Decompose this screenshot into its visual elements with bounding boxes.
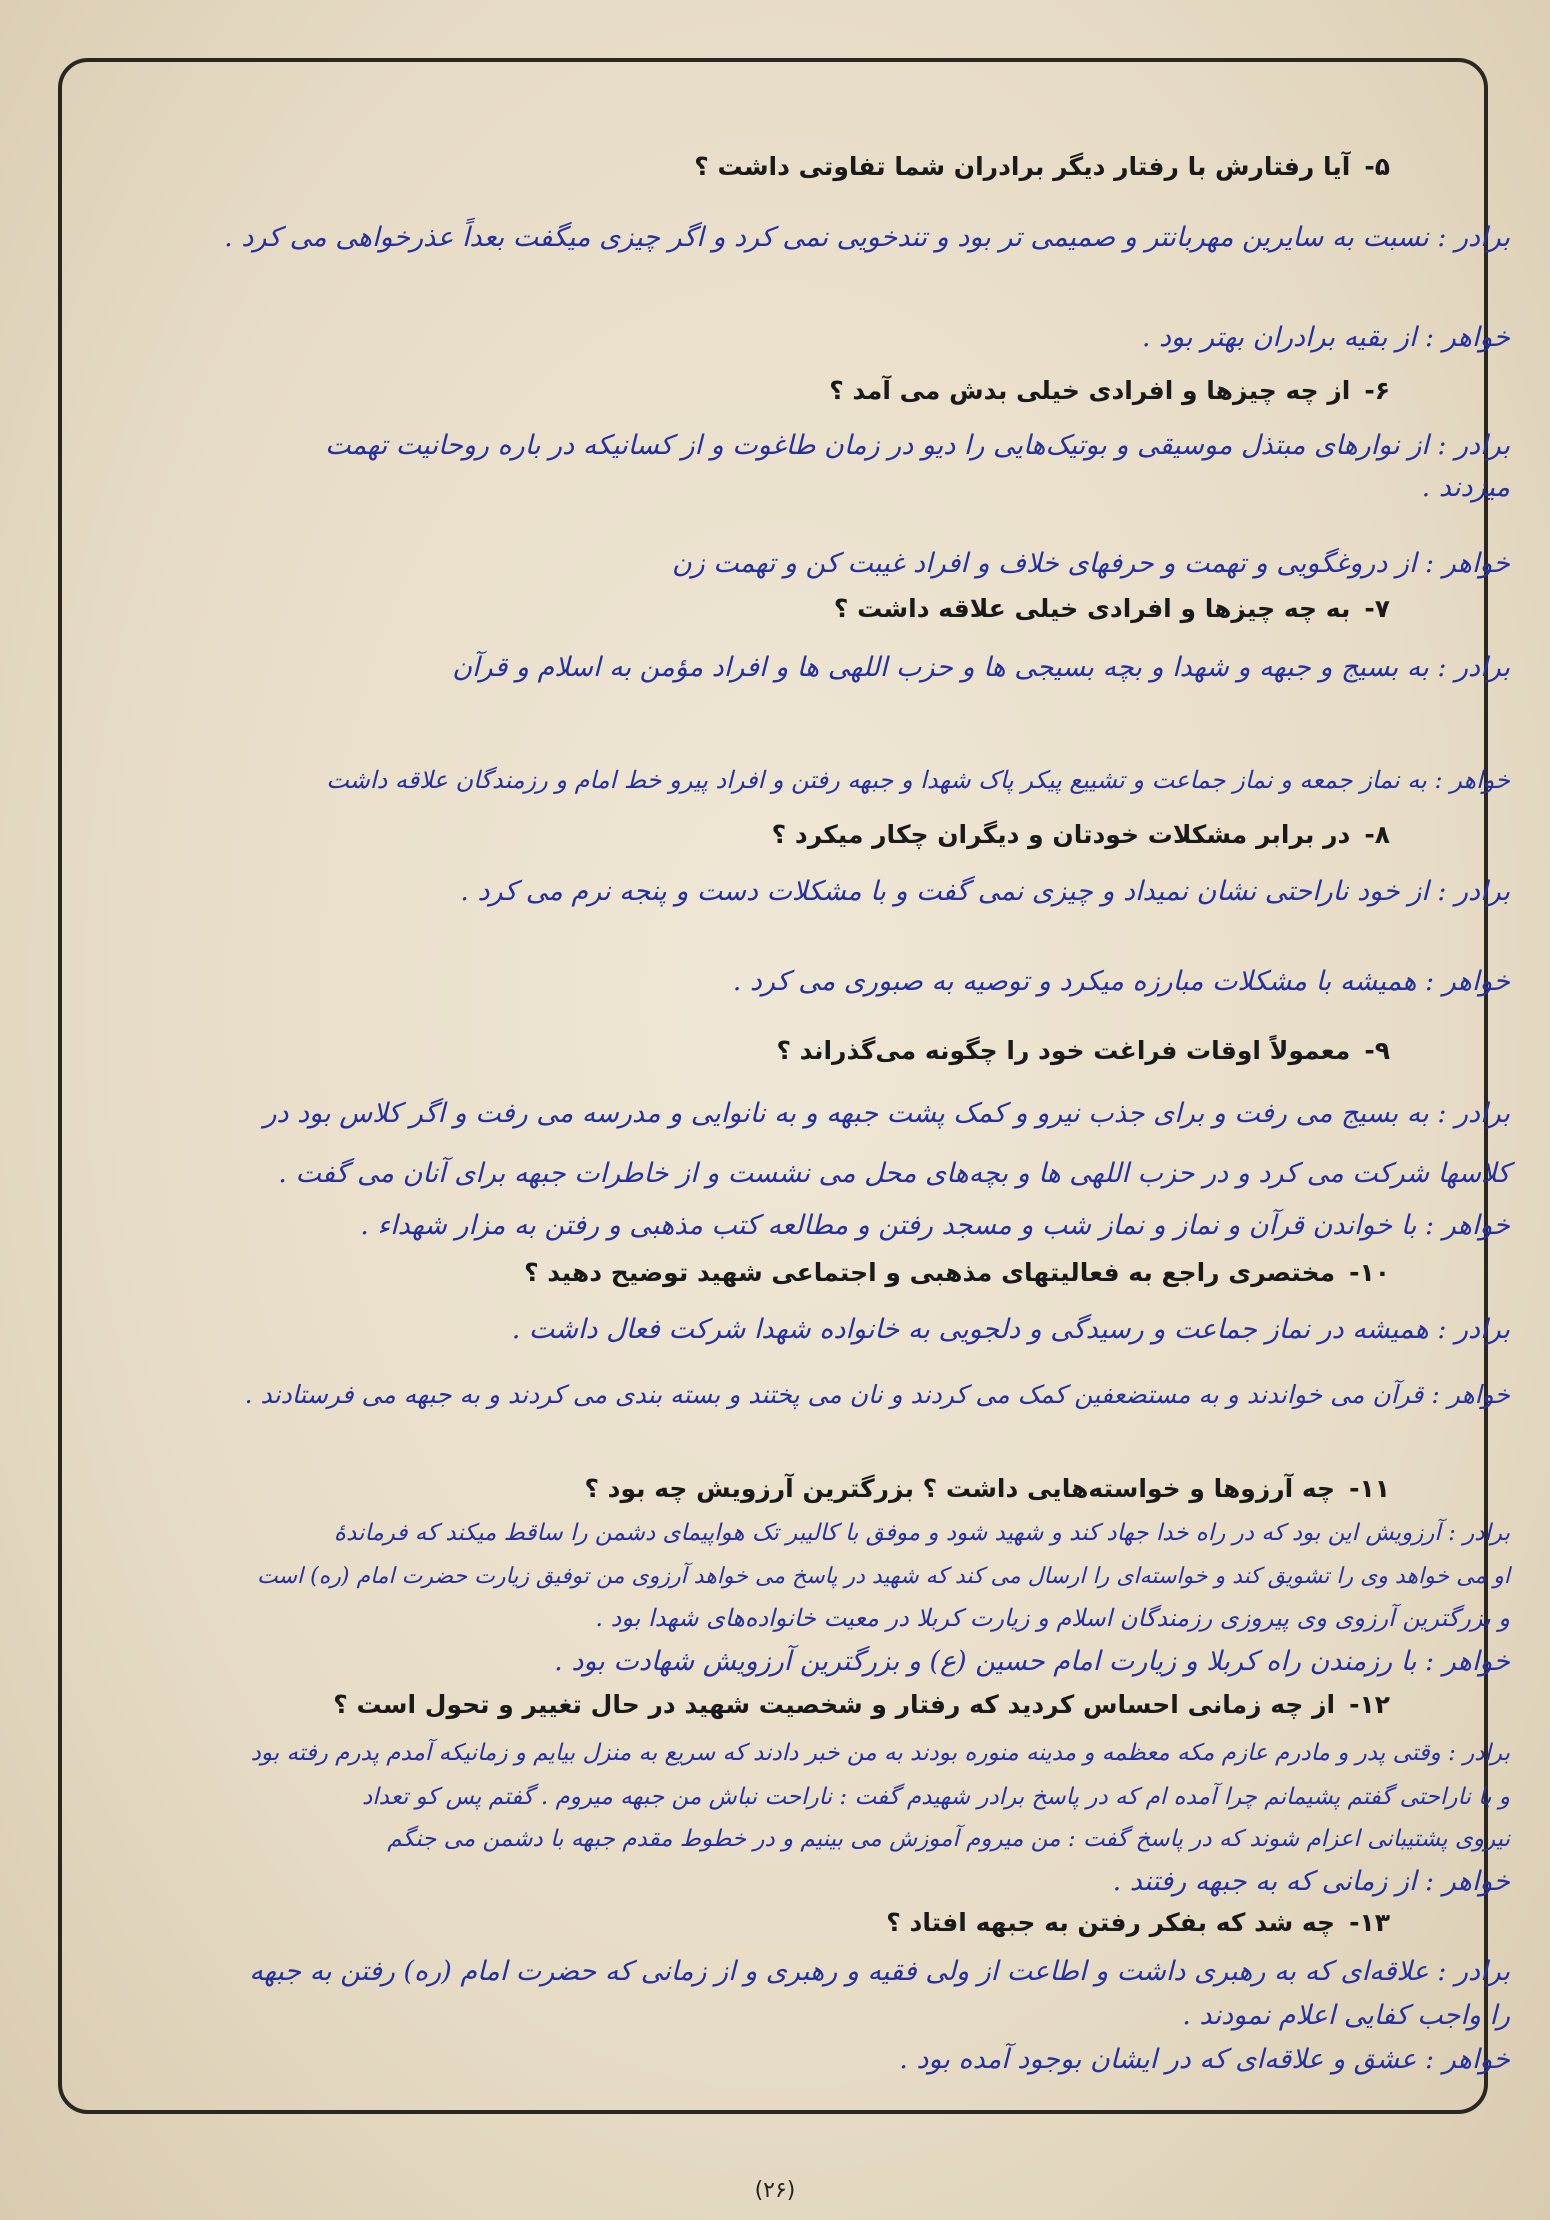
question-5: [694, 152, 1390, 181]
answer-5-brother: برادر : نسبت به سایرین مهربانتر و صمیمی تر بود و تندخویی نمی کرد و اگر چیزی میگفت بعداً عذرخواهی می کرد .: [224, 222, 1510, 253]
question-8: [772, 820, 1390, 849]
question-text: معمولاً اوقات فراغت خود را چگونه می‌گذراند ؟: [776, 1036, 1351, 1065]
question-text: چه آرزوها و خواسته‌هایی داشت ؟ بزرگترین آرزویش چه بود ؟: [584, 1474, 1336, 1503]
question-number: ۱۳-: [1349, 1908, 1390, 1937]
question-text: از چه چیزها و افرادی خیلی بدش می آمد ؟: [829, 376, 1351, 405]
question-number: ۶-: [1364, 376, 1390, 405]
answer-12-brother-line-2: و با ناراحتی گفتم پشیمانم چرا آمده ام که در پاسخ برادر شهیدم گفت : ناراحت نباش من جبهه میروم . گفتم پس کو تعداد: [362, 1784, 1510, 1810]
answer-11-brother-line-2: او می خواهد وی را تشویق کند و خواسته‌ای را ارسال می کند که شهید در پاسخ می خواهد آرزوی من توفیق زیارت حضرت امام (ره) است: [257, 1564, 1510, 1589]
answer-9-brother-line-2: کلاسها شرکت می کرد و در حزب اللهی ها و بچه‌های محل می نشست و از خاطرات جبهه برای آنان می گفت .: [278, 1158, 1510, 1189]
answer-8-sister: خواهر : همیشه با مشکلات مبارزه میکرد و توصیه به صبوری می کرد .: [732, 966, 1510, 997]
question-text: از چه زمانی احساس کردید که رفتار و شخصیت شهید در حال تغییر و تحول است ؟: [333, 1690, 1336, 1719]
answer-9-sister: خواهر : با خواندن قرآن و نماز و نماز شب و مسجد رفتن و مطالعه کتب مذهبی و رفتن به مزار شهداء .: [360, 1210, 1510, 1241]
page-number: (۲۶): [754, 2178, 796, 2203]
question-number: ۱۲-: [1349, 1690, 1390, 1719]
answer-5-sister: خواهر : از بقیه برادران بهتر بود .: [1141, 322, 1510, 353]
answer-13-brother-line-1: برادر : علاقه‌ای که به رهبری داشت و اطاعت از ولی فقیه و رهبری و از زمانی که حضرت امام (ره) رفتن به جبهه: [249, 1956, 1510, 1987]
answer-13-sister: خواهر : عشق و علاقه‌ای که در ایشان بوجود آمده بود .: [899, 2044, 1510, 2075]
answer-10-sister: خواهر : قرآن می خواندند و به مستضعفین کمک می کردند و نان می پختند و بسته بندی می کردند و به جبهه می فرستادند .: [244, 1380, 1510, 1409]
question-number: ۱۱-: [1349, 1474, 1390, 1503]
question-11: [584, 1474, 1390, 1503]
answer-6-brother-line-2: میزدند .: [1421, 472, 1510, 503]
answer-7-brother: برادر : به بسیج و جبهه و شهدا و بچه بسیجی ها و حزب اللهی ها و افراد مؤمن به اسلام و قرآن: [452, 652, 1510, 683]
answer-6-sister: خواهر : از دروغگویی و تهمت و حرفهای خلاف و افراد غیبت کن و تهمت زن: [671, 548, 1510, 579]
question-number: ۷-: [1364, 594, 1390, 623]
answer-6-brother-line-1: برادر : از نوارهای مبتذل موسیقی و بوتیک‌هایی را دیو در زمان طاغوت و از کسانیکه در باره روحانیت تهمت: [325, 430, 1510, 461]
question-text: مختصری راجع به فعالیتهای مذهبی و اجتماعی شهید توضیح دهید ؟: [524, 1258, 1336, 1287]
question-text: چه شد که بفکر رفتن به جبهه افتاد ؟: [886, 1908, 1336, 1937]
question-text: آیا رفتارش با رفتار دیگر برادران شما تفاوتی داشت ؟: [694, 152, 1351, 181]
answer-11-brother-line-1: برادر : آرزویش این بود که در راه خدا جهاد کند و شهید شود و موفق با کالیبر تک هواپیمای دشمن را ساقط میکند که فرماندهٔ: [333, 1520, 1510, 1546]
question-7: [834, 594, 1390, 623]
answer-8-brother: برادر : از خود ناراحتی نشان نمیداد و چیزی نمی گفت و با مشکلات دست و پنجه نرم می کرد .: [460, 876, 1510, 907]
question-6: [829, 376, 1390, 405]
answer-12-brother-line-1: برادر : وقتی پدر و مادرم عازم مکه معظمه و مدینه منوره بودند به من خبر دادند که سریع به منزل بیایم و زمانیکه آمدم پدرم رفته بود: [250, 1740, 1510, 1766]
answer-7-sister: خواهر : به نماز جمعه و نماز جماعت و تشییع پیکر پاک شهدا و جبهه رفتن و افراد پیرو خط امام و رزمندگان علاقه داشت: [326, 766, 1510, 794]
answer-12-sister: خواهر : از زمانی که به جبهه رفتند .: [1112, 1866, 1510, 1897]
question-10: [524, 1258, 1390, 1287]
question-9: [776, 1036, 1390, 1065]
answer-12-brother-line-3: نیروی پشتیبانی اعزام شوند که در پاسخ گفت : من میروم آموزش می بینیم و در خطوط مقدم جبهه با دشمن می جنگم: [387, 1826, 1510, 1852]
question-number: ۵-: [1364, 152, 1390, 181]
answer-9-brother-line-1: برادر : به بسیج می رفت و برای جذب نیرو و کمک پشت جبهه و به نانوایی و مدرسه می رفت و اگر کلاس بود در: [263, 1098, 1510, 1129]
question-13: [886, 1908, 1390, 1937]
answer-10-brother: برادر : همیشه در نماز جماعت و رسیدگی و دلجویی به خانواده شهدا شرکت فعال داشت .: [511, 1314, 1510, 1345]
question-12: [333, 1690, 1390, 1719]
question-text: در برابر مشکلات خودتان و دیگران چکار میکرد ؟: [771, 820, 1351, 849]
answer-11-sister: خواهر : با رزمندن راه کربلا و زیارت امام حسین (ع) و بزرگترین آرزویش شهادت بود .: [554, 1646, 1510, 1677]
question-number: ۱۰-: [1349, 1258, 1390, 1287]
answer-13-brother-line-2: را واجب کفایی اعلام نمودند .: [1182, 2000, 1510, 2031]
question-number: ۹-: [1364, 1036, 1390, 1065]
answer-11-brother-line-3: و بزرگترین آرزوی وی پیروزی رزمندگان اسلام و زیارت کربلا در معیت خانواده‌های شهدا بود .: [595, 1604, 1510, 1632]
question-text: به چه چیزها و افرادی خیلی علاقه داشت ؟: [833, 594, 1351, 623]
question-number: ۸-: [1364, 820, 1390, 849]
